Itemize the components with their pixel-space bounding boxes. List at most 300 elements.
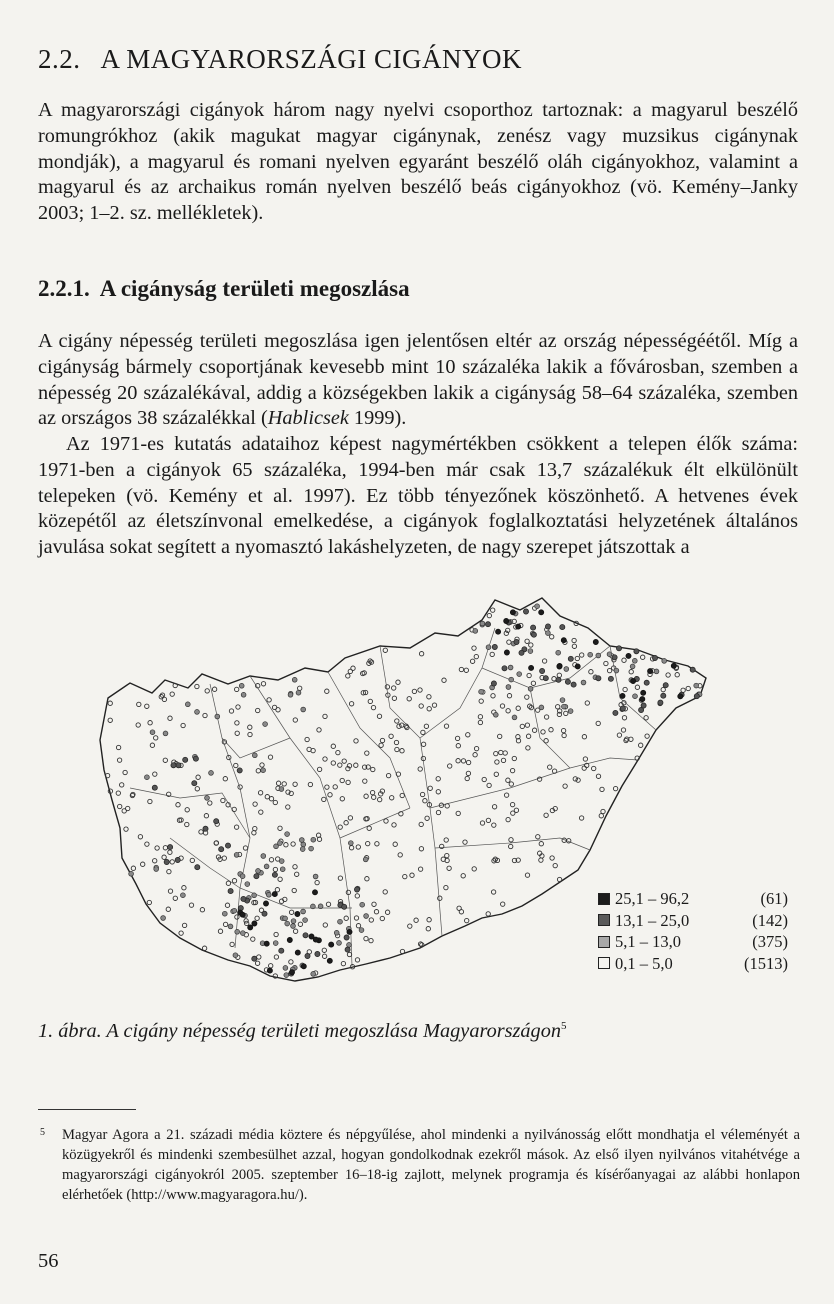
- settlement-marker: [145, 775, 150, 780]
- settlement-marker: [340, 797, 344, 801]
- settlement-marker: [478, 715, 482, 719]
- settlement-marker: [317, 728, 321, 732]
- settlement-marker: [322, 797, 326, 801]
- settlement-marker: [571, 682, 576, 687]
- settlement-marker: [494, 751, 498, 755]
- settlement-marker: [444, 885, 448, 889]
- settlement-marker: [163, 731, 168, 736]
- settlement-marker: [509, 838, 513, 842]
- settlement-marker: [658, 700, 663, 705]
- settlement-marker: [465, 776, 469, 780]
- settlement-marker: [550, 635, 554, 639]
- settlement-marker: [153, 772, 157, 776]
- settlement-marker: [535, 604, 540, 609]
- settlement-marker: [573, 777, 577, 781]
- settlement-marker: [346, 674, 350, 678]
- settlement-marker: [599, 814, 603, 818]
- settlement-marker: [392, 686, 396, 690]
- settlement-marker: [576, 778, 580, 782]
- settlement-marker: [240, 931, 245, 936]
- settlement-marker: [203, 826, 208, 831]
- settlement-marker: [626, 653, 631, 658]
- settlement-marker: [298, 922, 302, 926]
- settlement-marker: [200, 908, 204, 912]
- settlement-marker: [592, 766, 596, 770]
- settlement-marker: [694, 694, 699, 699]
- settlement-marker: [634, 649, 639, 654]
- settlement-marker: [254, 874, 259, 879]
- settlement-marker: [269, 858, 273, 862]
- settlement-marker: [645, 734, 649, 738]
- settlement-marker: [498, 734, 502, 738]
- paragraph-text: A cigány népesség területi megoszlása igen jelentősen eltér az ország népességéétől. Míg a cigányság bármely csoportjának kevesebb mint 10 százaléka lakik a fővárosban, szemben a népesség 20 százalékával, addig a községekben lakik a cigányság 58–64 százaléka, szemben az országos 38 százalékkal (: [38, 330, 798, 430]
- settlement-marker: [629, 737, 633, 741]
- settlement-marker: [543, 676, 548, 681]
- settlement-marker: [255, 961, 259, 965]
- settlement-marker: [359, 928, 364, 933]
- settlement-marker: [622, 658, 626, 662]
- settlement-marker: [525, 639, 529, 643]
- settlement-marker: [116, 791, 120, 795]
- settlement-marker: [528, 686, 533, 691]
- settlement-marker: [652, 655, 657, 660]
- settlement-marker: [459, 667, 463, 671]
- settlement-marker: [501, 902, 505, 906]
- settlement-marker: [347, 952, 351, 956]
- settlement-marker: [466, 760, 470, 764]
- settlement-marker: [631, 678, 636, 683]
- settlement-marker: [347, 929, 352, 934]
- body-paragraph-2: Az 1971-es kutatás adataihoz képest nagymértékben csökkent a telepen élők száma: 1971-ben a cigányok 65 százaléka, 1994-ben már csak 13,7 százalékuk élt elkülönült telepeken (vö. Kemény et al. 1997). Ez több tényezőnek köszönhető. A hetvenes évek közepétől az életszínvonal emelkedése, a cigányok foglalkoztatási helyzetének általános javulása sokat segített a nyomasztó lakáshelyzeten, de nagy szerepet játszottak a: [38, 433, 798, 559]
- settlement-marker: [425, 816, 429, 820]
- settlement-marker: [506, 817, 510, 821]
- settlement-marker: [510, 802, 514, 806]
- settlement-marker: [529, 643, 533, 647]
- settlement-marker: [562, 704, 567, 709]
- settlement-marker: [613, 710, 618, 715]
- settlement-marker: [117, 758, 121, 762]
- legend-range: 13,1 – 25,0: [615, 910, 690, 930]
- settlement-marker: [296, 690, 301, 695]
- settlement-marker: [666, 673, 670, 677]
- settlement-marker: [252, 831, 256, 835]
- settlement-marker: [368, 699, 372, 703]
- settlement-marker: [168, 850, 172, 854]
- settlement-marker: [274, 932, 278, 936]
- settlement-marker: [252, 893, 257, 898]
- settlement-marker: [479, 689, 484, 694]
- settlement-marker: [273, 800, 277, 804]
- settlement-marker: [479, 699, 483, 703]
- settlement-marker: [493, 712, 498, 717]
- settlement-marker: [560, 625, 565, 630]
- settlement-marker: [123, 770, 127, 774]
- settlement-marker: [686, 686, 690, 690]
- settlement-marker: [564, 711, 568, 715]
- settlement-marker: [539, 858, 543, 862]
- figure-caption-text: A cigány népesség területi megoszlása Magyarországon: [106, 1020, 561, 1042]
- settlement-marker: [380, 738, 384, 742]
- settlement-marker: [205, 796, 210, 801]
- settlement-marker: [531, 625, 536, 630]
- settlement-marker: [511, 811, 515, 815]
- settlement-marker: [487, 613, 491, 617]
- settlement-marker: [168, 889, 172, 893]
- settlement-marker: [487, 783, 491, 787]
- settlement-marker: [461, 759, 465, 763]
- settlement-marker: [136, 723, 140, 727]
- settlement-marker: [630, 664, 635, 669]
- settlement-marker: [563, 784, 567, 788]
- settlement-marker: [263, 722, 268, 727]
- settlement-marker: [185, 702, 190, 707]
- settlement-marker: [375, 842, 379, 846]
- settlement-marker: [419, 704, 423, 708]
- settlement-marker: [428, 786, 432, 790]
- settlement-marker: [507, 694, 511, 698]
- settlement-marker: [303, 918, 308, 923]
- settlement-marker: [276, 708, 280, 712]
- settlement-marker: [369, 938, 373, 942]
- settlement-marker: [423, 799, 427, 803]
- settlement-marker: [199, 830, 203, 834]
- settlement-marker: [253, 802, 257, 806]
- settlement-marker: [448, 764, 452, 768]
- settlement-marker: [418, 688, 422, 692]
- settlement-marker: [237, 768, 242, 773]
- legend-range: 25,1 – 96,2: [615, 889, 690, 908]
- settlement-marker: [491, 608, 495, 612]
- footnote-text: Magyar Agora a 21. századi média köztere és népgyűlése, ahol mindenki a nyilvánosság előtt mondhatja el véleményét a közügyekről és mindenki szembesülhet azzal, hogyan gondolkodnak ezekről mások. Az első ilyen nyilvános vitahétvége a magyarországi cigányokról 2005. szeptember 16–18-ig zajlott, melynek programja és kísérőanyagai az alábbi honlapon elérhetőek (http://www.magyaragora.hu/).: [62, 1127, 800, 1203]
- settlement-marker: [190, 858, 194, 862]
- settlement-marker: [588, 652, 593, 657]
- settlement-marker: [536, 835, 540, 839]
- settlement-marker: [575, 656, 579, 660]
- settlement-marker: [582, 735, 586, 739]
- settlement-marker: [447, 866, 451, 870]
- settlement-marker: [528, 649, 533, 654]
- settlement-marker: [273, 941, 278, 946]
- settlement-marker: [195, 710, 200, 715]
- settlement-marker: [526, 734, 530, 738]
- settlement-marker: [525, 873, 529, 877]
- settlement-marker: [589, 670, 593, 674]
- settlement-marker: [269, 797, 273, 801]
- settlement-marker: [565, 679, 570, 684]
- settlement-marker: [604, 661, 608, 665]
- settlement-marker: [607, 668, 611, 672]
- page-number: 56: [38, 1250, 59, 1272]
- settlement-marker: [620, 706, 625, 711]
- settlement-marker: [356, 845, 360, 849]
- settlement-marker: [273, 867, 277, 871]
- settlement-marker: [315, 951, 320, 956]
- settlement-marker: [519, 650, 524, 655]
- settlement-marker: [173, 896, 177, 900]
- settlement-marker: [261, 854, 266, 859]
- settlement-marker: [531, 681, 535, 685]
- settlement-marker: [523, 609, 528, 614]
- settlement-marker: [340, 778, 344, 782]
- settlement-marker: [385, 910, 389, 914]
- footnote: [38, 1125, 800, 1205]
- settlement-marker: [228, 889, 233, 894]
- settlement-marker: [285, 921, 290, 926]
- settlement-marker: [338, 919, 343, 924]
- settlement-marker: [400, 723, 404, 727]
- settlement-marker: [384, 819, 388, 823]
- settlement-marker: [557, 877, 561, 881]
- settlement-marker: [629, 670, 633, 674]
- settlement-marker: [311, 904, 316, 909]
- settlement-marker: [374, 910, 378, 914]
- settlement-marker: [671, 663, 676, 668]
- settlement-marker: [323, 923, 327, 927]
- settlement-marker: [346, 780, 350, 784]
- settlement-marker: [485, 622, 490, 627]
- settlement-marker: [421, 742, 425, 746]
- settlement-marker: [633, 694, 638, 699]
- settlement-marker: [344, 935, 349, 940]
- settlement-marker: [690, 667, 695, 672]
- settlement-marker: [312, 890, 317, 895]
- settlement-marker: [195, 684, 199, 688]
- settlement-marker: [251, 937, 255, 941]
- settlement-marker: [235, 721, 239, 725]
- settlement-marker: [502, 666, 507, 671]
- settlement-marker: [305, 737, 309, 741]
- settlement-marker: [396, 772, 400, 776]
- settlement-marker: [223, 777, 227, 781]
- citation-author: Hablicsek: [267, 407, 349, 430]
- settlement-marker: [215, 714, 220, 719]
- settlement-marker: [185, 822, 189, 826]
- settlement-marker: [426, 927, 430, 931]
- settlement-marker: [234, 763, 238, 767]
- settlement-marker: [108, 701, 112, 705]
- settlement-marker: [648, 669, 653, 674]
- settlement-marker: [179, 931, 183, 935]
- settlement-marker: [346, 890, 350, 894]
- settlement-marker: [363, 779, 367, 783]
- settlement-marker: [228, 924, 233, 929]
- settlement-marker: [694, 683, 699, 688]
- settlement-marker: [267, 968, 272, 973]
- settlement-marker: [400, 949, 404, 953]
- settlement-marker: [196, 775, 200, 779]
- settlement-marker: [334, 930, 339, 935]
- settlement-marker: [380, 916, 384, 920]
- settlement-marker: [580, 653, 584, 657]
- settlement-marker: [622, 716, 626, 720]
- settlement-marker: [272, 892, 277, 897]
- settlement-marker: [395, 719, 399, 723]
- settlement-marker: [248, 725, 252, 729]
- settlement-marker: [256, 769, 260, 773]
- settlement-marker: [509, 844, 513, 848]
- settlement-marker: [204, 814, 208, 818]
- settlement-marker: [241, 896, 246, 901]
- settlement-marker: [313, 874, 318, 879]
- settlement-marker: [585, 701, 589, 705]
- footnote-divider: [38, 1109, 136, 1110]
- settlement-marker: [163, 846, 167, 850]
- settlement-marker: [463, 840, 467, 844]
- settlement-marker: [508, 665, 513, 670]
- settlement-marker: [466, 771, 470, 775]
- settlement-marker: [600, 787, 604, 791]
- settlement-marker: [280, 867, 285, 872]
- settlement-marker: [520, 724, 524, 728]
- legend-swatch: [598, 957, 610, 969]
- settlement-marker: [168, 716, 172, 720]
- settlement-marker: [613, 786, 617, 790]
- settlement-marker: [354, 739, 358, 743]
- settlement-marker: [553, 863, 557, 867]
- settlement-marker: [516, 624, 521, 629]
- settlement-marker: [235, 687, 239, 691]
- settlement-marker: [193, 756, 198, 761]
- settlement-marker: [414, 918, 418, 922]
- settlement-marker: [286, 805, 290, 809]
- settlement-marker: [274, 844, 279, 849]
- settlement-marker: [299, 838, 304, 843]
- settlement-marker: [260, 763, 264, 767]
- settlement-marker: [341, 961, 345, 965]
- settlement-marker: [272, 872, 277, 877]
- settlement-marker: [311, 748, 315, 752]
- settlement-marker: [236, 705, 240, 709]
- subsection-heading-text: A cigányság területi megoszlása: [99, 276, 410, 301]
- settlement-marker: [356, 924, 360, 928]
- settlement-marker: [541, 730, 545, 734]
- settlement-marker: [420, 792, 424, 796]
- settlement-marker: [545, 624, 550, 629]
- settlement-marker: [137, 702, 141, 706]
- settlement-marker: [539, 705, 544, 710]
- settlement-marker: [529, 665, 534, 670]
- settlement-marker: [311, 837, 316, 842]
- settlement-marker: [318, 904, 323, 909]
- settlement-marker: [301, 964, 306, 969]
- settlement-marker: [532, 728, 536, 732]
- settlement-marker: [181, 723, 185, 727]
- settlement-marker: [581, 680, 586, 685]
- settlement-marker: [400, 749, 404, 753]
- settlement-marker: [366, 841, 370, 845]
- settlement-marker: [300, 847, 305, 852]
- settlement-marker: [436, 790, 440, 794]
- section-number: 2.2.: [38, 44, 81, 74]
- settlement-marker: [189, 903, 193, 907]
- settlement-marker: [234, 825, 238, 829]
- settlement-marker: [347, 943, 352, 948]
- settlement-marker: [325, 785, 329, 789]
- settlement-marker: [504, 650, 509, 655]
- settlement-marker: [235, 915, 239, 919]
- settlement-marker: [245, 882, 250, 887]
- settlement-marker: [531, 632, 536, 637]
- settlement-marker: [253, 826, 257, 830]
- settlement-marker: [403, 874, 407, 878]
- settlement-marker: [556, 677, 561, 682]
- settlement-marker: [301, 707, 306, 712]
- settlement-marker: [235, 929, 240, 934]
- settlement-marker: [267, 698, 271, 702]
- settlement-marker: [383, 890, 387, 894]
- settlement-marker: [181, 893, 186, 898]
- settlement-marker: [395, 747, 399, 751]
- settlement-marker: [392, 696, 396, 700]
- map-legend: [598, 888, 788, 974]
- settlement-marker: [223, 922, 227, 926]
- settlement-marker: [568, 656, 573, 661]
- settlement-marker: [182, 923, 186, 927]
- figure-number: 1. ábra.: [38, 1020, 102, 1042]
- settlement-marker: [261, 768, 266, 773]
- settlement-marker: [562, 733, 566, 737]
- settlement-marker: [517, 672, 522, 677]
- settlement-marker: [473, 753, 477, 757]
- settlement-marker: [544, 813, 548, 817]
- settlement-marker: [264, 864, 269, 869]
- settlement-marker: [354, 763, 358, 767]
- settlement-marker: [225, 903, 229, 907]
- settlement-marker: [365, 877, 369, 881]
- settlement-marker: [394, 740, 398, 744]
- settlement-marker: [389, 734, 393, 738]
- settlement-marker: [241, 692, 246, 697]
- settlement-marker: [284, 973, 289, 978]
- settlement-marker: [202, 946, 206, 950]
- settlement-marker: [185, 808, 189, 812]
- settlement-marker: [301, 909, 306, 914]
- settlement-marker: [491, 890, 495, 894]
- legend-swatch: [598, 936, 610, 948]
- settlement-marker: [456, 759, 460, 763]
- settlement-marker: [252, 956, 257, 961]
- settlement-marker: [291, 919, 296, 924]
- legend-row: [598, 888, 788, 910]
- settlement-marker: [170, 692, 174, 696]
- settlement-marker: [283, 966, 288, 971]
- settlement-marker: [546, 631, 551, 636]
- settlement-marker: [371, 767, 375, 771]
- settlement-marker: [225, 843, 230, 848]
- settlement-marker: [124, 827, 128, 831]
- legend-count: (1513): [744, 953, 788, 973]
- settlement-marker: [278, 826, 282, 830]
- settlement-marker: [309, 846, 314, 851]
- settlement-marker: [295, 950, 300, 955]
- settlement-marker: [342, 904, 347, 909]
- settlement-marker: [501, 758, 505, 762]
- legend-row: [598, 953, 788, 975]
- settlement-marker: [170, 860, 174, 864]
- settlement-marker: [150, 730, 155, 735]
- settlement-marker: [268, 755, 272, 759]
- settlement-marker: [311, 972, 316, 977]
- settlement-marker: [495, 760, 499, 764]
- settlement-marker: [496, 629, 501, 634]
- settlement-marker: [284, 843, 288, 847]
- settlement-marker: [542, 659, 546, 663]
- settlement-marker: [291, 842, 295, 846]
- settlement-marker: [436, 810, 440, 814]
- settlement-marker: [424, 724, 428, 728]
- settlement-marker: [418, 867, 422, 871]
- settlement-marker: [444, 724, 448, 728]
